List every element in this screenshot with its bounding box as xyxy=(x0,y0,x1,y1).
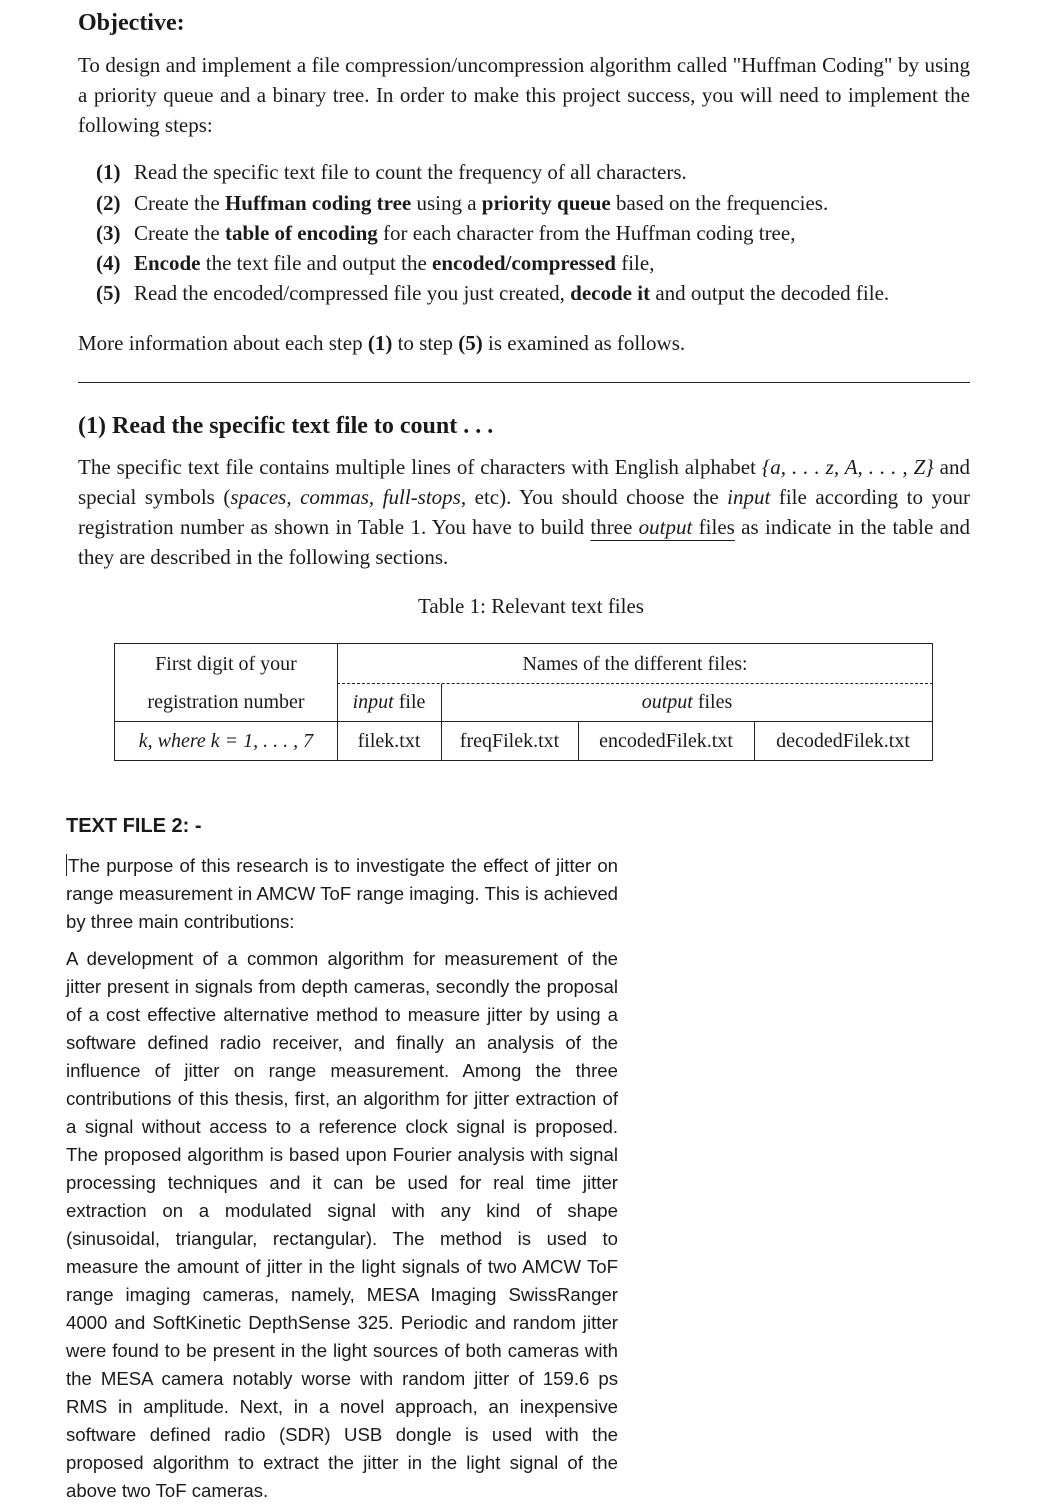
alphabet-set: {a, . . . z, A, . . . , Z} xyxy=(761,455,934,479)
relevant-files-table xyxy=(114,643,933,761)
text: and special symbols ( xyxy=(78,455,970,509)
step-5 xyxy=(96,281,889,306)
step-bold-term: Encode xyxy=(134,251,201,275)
step-text: Create the xyxy=(134,191,225,215)
text: as indicate in the table and they are described in the following sections. xyxy=(78,515,970,569)
step-text: Create the xyxy=(134,221,225,245)
horizontal-rule xyxy=(78,382,970,383)
step-text: Read the encoded/compressed file you just created, xyxy=(134,281,571,305)
text: files xyxy=(692,690,733,713)
step-bold-term: decode it xyxy=(570,281,651,305)
cell-input-file: filek.txt xyxy=(357,730,421,752)
input-label: input xyxy=(352,690,394,713)
text: is examined as follows. xyxy=(482,331,686,355)
text: three xyxy=(590,515,639,539)
step-number: (5) xyxy=(96,281,121,305)
more-info-line xyxy=(78,331,685,356)
step-number: (3) xyxy=(96,221,121,245)
text: files xyxy=(692,515,735,539)
step-number: (1) xyxy=(96,160,121,184)
step-text: based on the frequencies. xyxy=(610,191,829,215)
step-text: Read the specific text file to count the frequency of all characters. xyxy=(134,160,687,184)
output-word: output xyxy=(638,515,693,539)
objective-heading: Objective: xyxy=(78,10,185,36)
step-text: file, xyxy=(615,251,655,275)
section-1-heading: (1) Read the specific text file to count . . . xyxy=(78,413,494,439)
step-text: the text file and output the xyxy=(200,251,433,275)
step-bold-term: table of encoding xyxy=(224,221,378,245)
objective-paragraph: To design and implement a file compression/uncompression algorithm called "Huffman Coding" by using a priority queue and a binary tree. In order to make this project success, you will need to implement the following steps: xyxy=(78,53,970,137)
text: etc). You should choose the xyxy=(466,485,728,509)
input-word: input xyxy=(727,485,771,509)
header-output-files xyxy=(441,682,933,722)
text: The purpose of this research is to investigate the effect of jitter on range measurement in AMCW ToF range imaging. This is achieved by three main contributions: xyxy=(66,855,618,932)
step-bold-term: Huffman coding tree xyxy=(224,191,412,215)
step-1 xyxy=(96,160,687,185)
cell-decoded-file: decodedFilek.txt xyxy=(776,730,910,752)
text: file according to your registration number as shown in Table 1. You have to build xyxy=(78,485,970,539)
step-text: and output the decoded file. xyxy=(650,281,890,305)
text-file-paragraph-2[interactable]: A development of a common algorithm for measurement of the jitter present in signals from depth cameras, secondly the proposal of a cost effective alternative method to measure jitter by using a software defined radio receiver, and finally an analysis of the influence of jitter on range measurement. Among the three contributions of this thesis, first, an algorithm for jitter extraction of a signal without access to a reference clock signal is proposed. The proposed algorithm is based upon Fourier analysis with signal processing techniques and it can be used for real time jitter extraction on a modulated signal with any kind of shape (sinusoidal, triangular, rectangular). The method is used to measure the amount of jitter in the light signals of two AMCW ToF range imaging cameras, namely, MESA Imaging SwissRanger 4000 and SoftKinetic DepthSense 325. Periodic and random jitter were found to be present in the light sources of both cameras with the MESA camera notably worse with random jitter of 159.6 ps RMS in amplitude. Next, in a novel approach, an inexpensive software defined radio (SDR) USB dongle is used with the proposed algorithm to extract the jitter in the light signal of the above two ToF cameras. xyxy=(66,948,618,1501)
text: file xyxy=(393,690,426,713)
cell-freq-file: freqFilek.txt xyxy=(459,730,560,752)
table-caption: Table 1: Relevant text files xyxy=(418,594,644,618)
symbols-list: spaces, commas, full-stops, xyxy=(230,485,467,509)
text-file-paragraph-1[interactable] xyxy=(66,852,618,936)
step-ref: (5) xyxy=(458,331,483,355)
text: More information about each step xyxy=(78,331,368,355)
step-bold-term: priority queue xyxy=(481,191,611,215)
text: to step xyxy=(392,331,459,355)
step-3 xyxy=(96,221,795,246)
step-bold-term: encoded/compressed xyxy=(432,251,616,275)
text: The specific text file contains multiple lines of characters with English alphabet xyxy=(78,455,762,479)
output-label: output xyxy=(641,690,693,713)
header-registration-line1: First digit of your xyxy=(155,652,297,675)
step-number: (2) xyxy=(96,191,121,215)
cell-encoded-file: encodedFilek.txt xyxy=(599,730,733,752)
header-registration-line2: registration number xyxy=(147,690,305,713)
step-text: using a xyxy=(411,191,482,215)
step-2 xyxy=(96,191,828,216)
underlined-phrase xyxy=(590,515,734,539)
cell-registration-k: k, where k = 1, . . . , 7 xyxy=(138,730,314,752)
section-1-paragraph xyxy=(78,452,970,572)
step-text: for each character from the Huffman coding tree, xyxy=(377,221,796,245)
text-cursor xyxy=(66,854,67,876)
header-file-names: Names of the different files: xyxy=(522,652,748,675)
header-input-file xyxy=(337,682,441,722)
step-ref: (1) xyxy=(367,331,393,355)
step-number: (4) xyxy=(96,251,121,275)
text-file-label: TEXT FILE 2: - xyxy=(66,815,202,837)
step-4 xyxy=(96,251,654,276)
